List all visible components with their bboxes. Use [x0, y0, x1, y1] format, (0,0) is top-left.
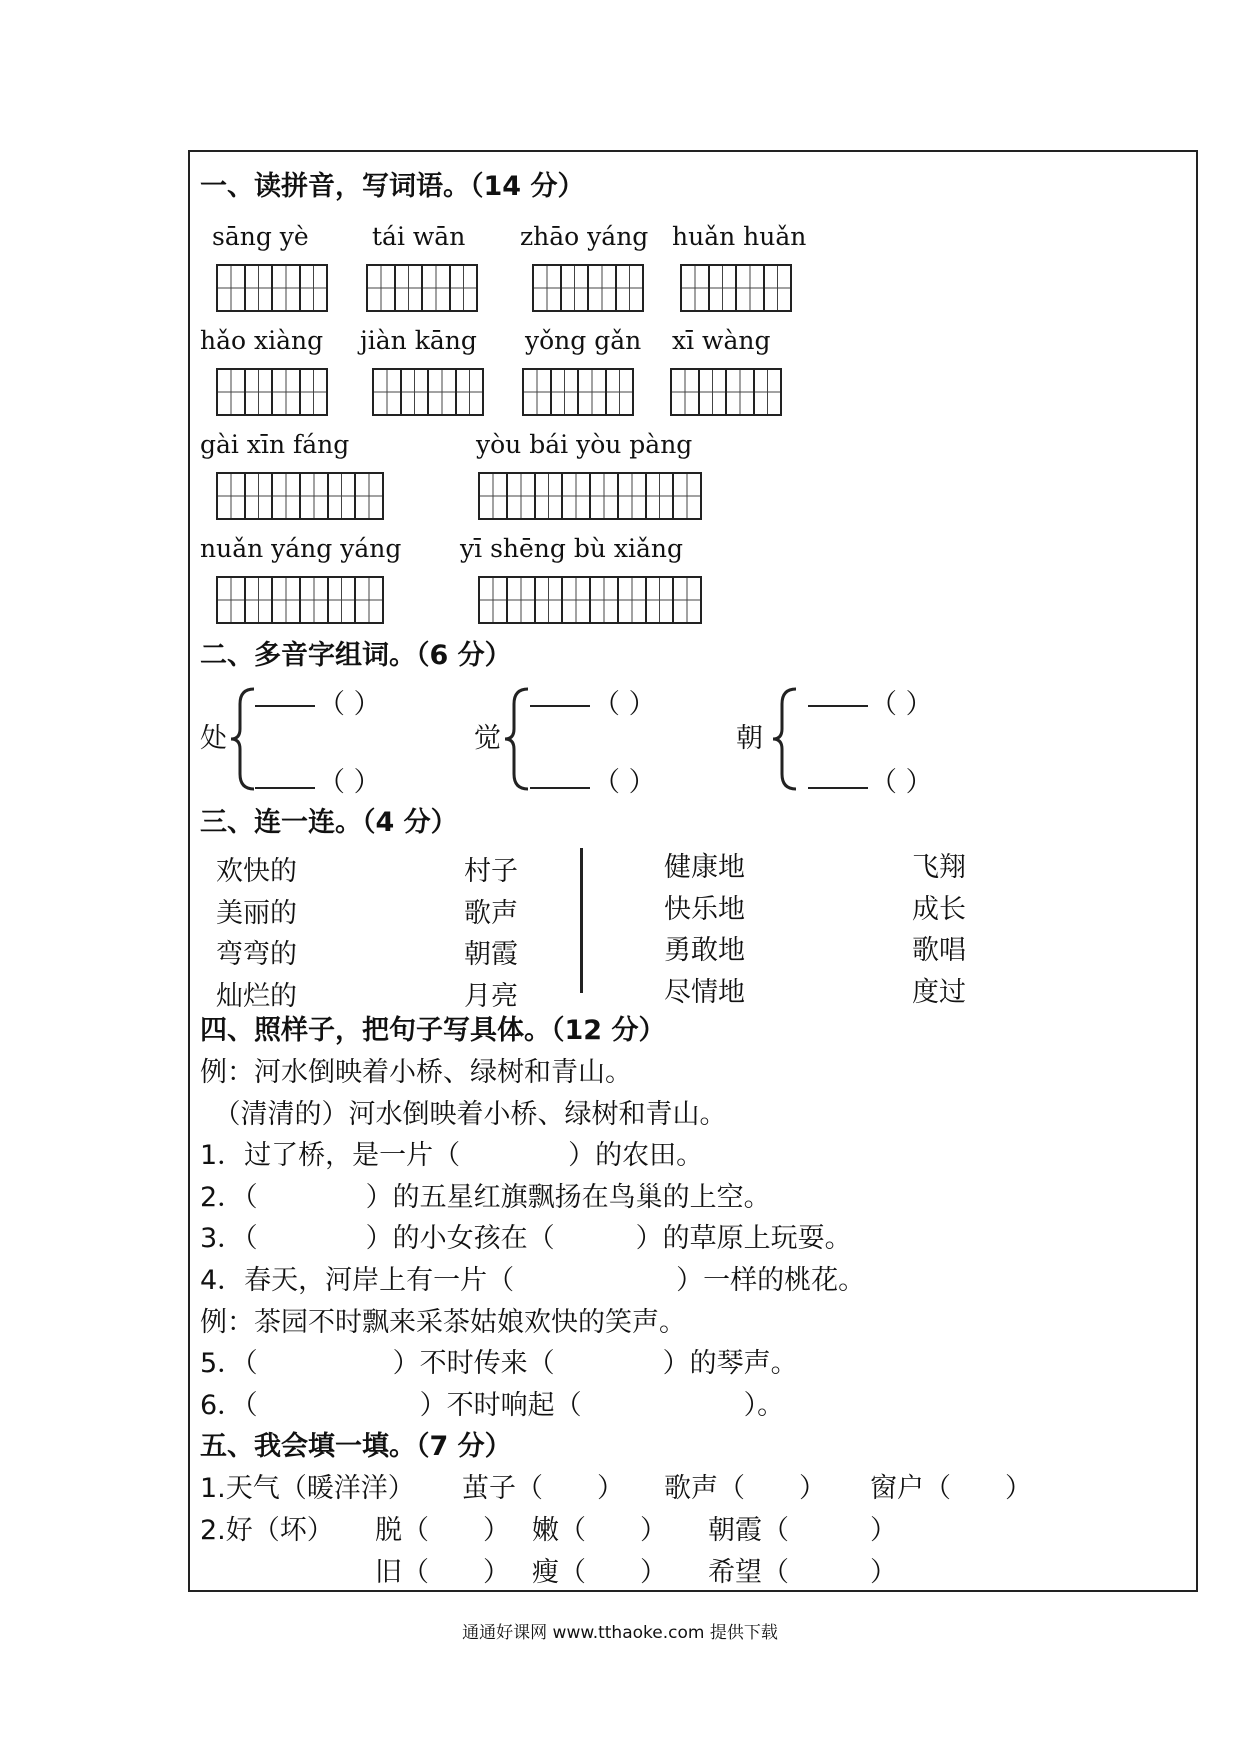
- answer-paren[interactable]: （ ）: [870, 767, 933, 798]
- grid-cell[interactable]: [451, 266, 477, 310]
- writing-grid[interactable]: [532, 264, 644, 312]
- grid-cell[interactable]: [218, 578, 246, 622]
- section4-title: 四、照样子，把句子写具体。（12 分）: [200, 1015, 666, 1046]
- match-word[interactable]: 快乐地: [664, 893, 745, 925]
- grid-cell[interactable]: [218, 266, 246, 310]
- match-word[interactable]: 尽情地: [664, 976, 745, 1008]
- sentence-line: 5．（ ）不时传来（ ）的琴声。: [200, 1348, 798, 1380]
- grid-cell[interactable]: [765, 266, 791, 310]
- pinyin-label: yǒng gǎn: [525, 326, 642, 355]
- grid-cell[interactable]: [552, 370, 580, 414]
- grid-cell[interactable]: [218, 474, 246, 518]
- fill-item: 朝霞（ ）: [708, 1515, 897, 1546]
- section5-title: 五、我会填一填。（7 分）: [200, 1431, 512, 1462]
- pinyin-label: sāng yè: [212, 222, 309, 251]
- match-word[interactable]: 美丽的: [216, 897, 297, 929]
- grid-cell[interactable]: [534, 266, 562, 310]
- grid-cell[interactable]: [672, 370, 700, 414]
- grid-cell[interactable]: [579, 370, 607, 414]
- grid-cell[interactable]: [246, 578, 274, 622]
- pinyin-label: gài xīn fáng: [200, 430, 350, 459]
- grid-cell[interactable]: [218, 370, 246, 414]
- grid-cell[interactable]: [607, 370, 633, 414]
- brace-icon: [770, 686, 800, 792]
- pinyin-label: jiàn kāng: [360, 326, 477, 355]
- sentence-line: 例：河水倒映着小桥、绿树和青山。: [200, 1057, 632, 1088]
- polyphone-char: 处: [200, 723, 227, 754]
- polyphone-char: 朝: [736, 723, 763, 754]
- fill-row2-label: 2.好（坏）: [200, 1515, 334, 1546]
- grid-cell[interactable]: [710, 266, 738, 310]
- grid-cell[interactable]: [480, 578, 508, 622]
- grid-cell[interactable]: [508, 578, 536, 622]
- grid-cell[interactable]: [246, 370, 274, 414]
- section3-title: 三、连一连。（4 分）: [200, 807, 458, 838]
- fill-row1-label: 1.天气（暖洋洋）: [200, 1473, 415, 1504]
- grid-cell[interactable]: [273, 578, 301, 622]
- grid-cell[interactable]: [329, 578, 357, 622]
- answer-paren[interactable]: （ ）: [318, 689, 381, 720]
- fill-item: 希望（ ）: [708, 1557, 897, 1588]
- grid-cell[interactable]: [356, 474, 382, 518]
- sentence-line: 6．（ ）不时响起（ ）。: [200, 1389, 785, 1421]
- pinyin-label: nuǎn yáng yáng: [200, 534, 402, 563]
- grid-cell[interactable]: [755, 370, 781, 414]
- answer-paren[interactable]: （ ）: [593, 689, 656, 720]
- writing-grid[interactable]: [366, 264, 478, 312]
- match-word[interactable]: 弯弯的: [216, 939, 297, 970]
- grid-cell[interactable]: [562, 266, 590, 310]
- grid-cell[interactable]: [423, 266, 451, 310]
- grid-cell[interactable]: [329, 474, 357, 518]
- answer-line[interactable]: [255, 705, 315, 707]
- grid-cell[interactable]: [674, 474, 700, 518]
- fill-item: 歌声（ ）: [664, 1473, 826, 1504]
- answer-line[interactable]: [255, 787, 315, 789]
- polyphone-char: 觉: [474, 723, 501, 754]
- grid-cell[interactable]: [356, 578, 382, 622]
- grid-cell[interactable]: [536, 474, 564, 518]
- fill-item: 瘦（ ）: [532, 1557, 667, 1588]
- grid-cell[interactable]: [524, 370, 552, 414]
- grid-cell[interactable]: [301, 474, 329, 518]
- answer-line[interactable]: [530, 787, 590, 789]
- writing-grid[interactable]: [670, 368, 782, 416]
- grid-cell[interactable]: [563, 578, 591, 622]
- match-word[interactable]: 勇敢地: [664, 935, 745, 966]
- section2-title: 二、多音字组词。（6 分）: [200, 640, 512, 671]
- grid-cell[interactable]: [617, 266, 643, 310]
- answer-paren[interactable]: （ ）: [593, 767, 656, 798]
- grid-cell[interactable]: [246, 474, 274, 518]
- sentence-line: 1．过了桥，是一片（ ）的农田。: [200, 1140, 704, 1172]
- writing-grid[interactable]: [478, 472, 702, 520]
- matching-divider: [580, 848, 583, 993]
- brace-icon: [228, 686, 258, 792]
- grid-cell[interactable]: [301, 370, 327, 414]
- grid-cell[interactable]: [647, 474, 675, 518]
- sentence-line: 2．（ ）的五星红旗飘扬在鸟巢的上空。: [200, 1181, 771, 1213]
- grid-cell[interactable]: [589, 266, 617, 310]
- writing-grid[interactable]: [372, 368, 484, 416]
- sentence-line: 4．春天，河岸上有一片（ ）一样的桃花。: [200, 1265, 866, 1296]
- grid-cell[interactable]: [273, 370, 301, 414]
- section1-title: 一、读拼音，写词语。（14 分）: [200, 171, 585, 202]
- grid-cell[interactable]: [737, 266, 765, 310]
- grid-cell[interactable]: [273, 474, 301, 518]
- writing-grid[interactable]: [216, 264, 328, 312]
- grid-cell[interactable]: [591, 474, 619, 518]
- sentence-line: 3．（ ）的小女孩在（ ）的草原上玩耍。: [200, 1223, 852, 1255]
- match-word[interactable]: 歌声: [464, 897, 518, 929]
- match-word[interactable]: 飞翔: [912, 852, 966, 883]
- fill-item: 脱（ ）: [375, 1515, 510, 1546]
- grid-cell[interactable]: [619, 474, 647, 518]
- match-word[interactable]: 度过: [912, 976, 966, 1008]
- grid-cell[interactable]: [273, 266, 301, 310]
- answer-line[interactable]: [808, 787, 868, 789]
- match-word[interactable]: 灿烂的: [216, 980, 297, 1012]
- writing-grid[interactable]: [522, 368, 634, 416]
- pinyin-label: yī shēng bù xiǎng: [460, 534, 683, 563]
- match-word[interactable]: 健康地: [664, 852, 745, 883]
- grid-cell[interactable]: [700, 370, 728, 414]
- grid-cell[interactable]: [374, 370, 402, 414]
- grid-cell[interactable]: [396, 266, 424, 310]
- match-word[interactable]: 成长: [912, 893, 966, 925]
- pinyin-label: xī wàng: [672, 326, 771, 355]
- footer-text: 通通好课网 www.tthaoke.com 提供下载: [462, 1623, 778, 1643]
- sentence-line: （清清的）河水倒映着小桥、绿树和青山。: [200, 1098, 727, 1130]
- brace-icon: [502, 686, 532, 792]
- fill-item: 嫩（ ）: [532, 1515, 667, 1546]
- grid-cell[interactable]: [429, 370, 457, 414]
- answer-paren[interactable]: （ ）: [318, 767, 381, 798]
- grid-cell[interactable]: [301, 266, 327, 310]
- sentence-line: 例：茶园不时飘来采茶姑娘欢快的笑声。: [200, 1306, 686, 1338]
- answer-line[interactable]: [808, 705, 868, 707]
- grid-cell[interactable]: [647, 578, 675, 622]
- grid-cell[interactable]: [368, 266, 396, 310]
- match-word[interactable]: 歌唱: [912, 935, 966, 966]
- fill-item: 窗户（ ）: [870, 1473, 1032, 1504]
- writing-grid[interactable]: [216, 368, 328, 416]
- fill-item: 旧（ ）: [375, 1557, 510, 1588]
- pinyin-label: yòu bái yòu pàng: [476, 430, 693, 459]
- writing-grid[interactable]: [216, 472, 384, 520]
- writing-grid[interactable]: [680, 264, 792, 312]
- grid-cell[interactable]: [682, 266, 710, 310]
- grid-cell[interactable]: [727, 370, 755, 414]
- pinyin-label: hǎo xiàng: [200, 326, 324, 355]
- grid-cell[interactable]: [301, 578, 329, 622]
- grid-cell[interactable]: [402, 370, 430, 414]
- match-word[interactable]: 村子: [464, 856, 518, 887]
- writing-grid[interactable]: [216, 576, 384, 624]
- match-word[interactable]: 欢快的: [216, 856, 297, 887]
- grid-cell[interactable]: [674, 578, 700, 622]
- grid-cell[interactable]: [457, 370, 483, 414]
- answer-line[interactable]: [530, 705, 590, 707]
- pinyin-label: huǎn huǎn: [672, 222, 807, 251]
- grid-cell[interactable]: [591, 578, 619, 622]
- match-word[interactable]: 月亮: [464, 980, 518, 1012]
- answer-paren[interactable]: （ ）: [870, 689, 933, 720]
- grid-cell[interactable]: [619, 578, 647, 622]
- fill-item: 茧子（ ）: [462, 1473, 624, 1504]
- grid-cell[interactable]: [508, 474, 536, 518]
- grid-cell[interactable]: [563, 474, 591, 518]
- grid-cell[interactable]: [246, 266, 274, 310]
- grid-cell[interactable]: [536, 578, 564, 622]
- pinyin-label: zhāo yáng: [520, 222, 649, 251]
- pinyin-label: tái wān: [372, 222, 466, 251]
- match-word[interactable]: 朝霞: [464, 939, 518, 970]
- grid-cell[interactable]: [480, 474, 508, 518]
- writing-grid[interactable]: [478, 576, 702, 624]
